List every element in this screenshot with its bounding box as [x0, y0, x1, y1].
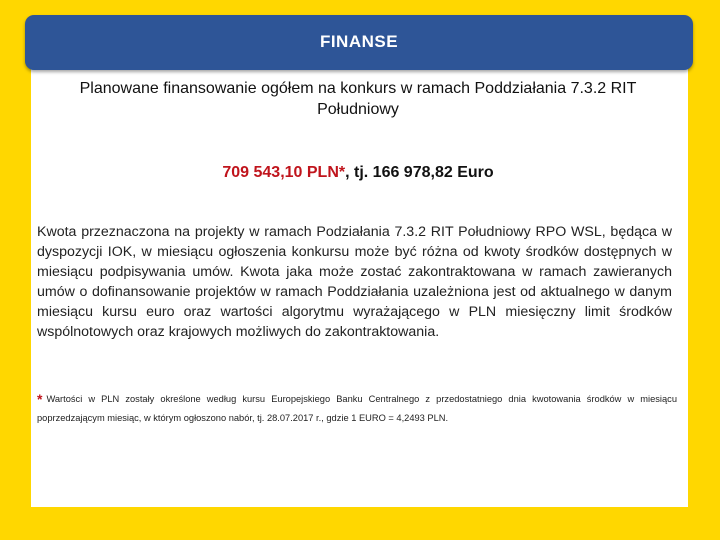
body-paragraph: Kwota przeznaczona na projekty w ramach Podziałania 7.3.2 RIT Południowy RPO WSL, będąca w dyspozycji IOK, w miesiącu ogłoszenia konkursu może być różna od kwoty środków dostępnych w miesiącu podpisywania umów. Kwota jaka może zostać zakontraktowana w ramach zawieranych umów o dofinansowanie projektów w ramach Poddziałania uzależniona jest od aktualnego w danym miesiącu kursu euro oraz wartości algorytmu wyrażającego w PLN miesięczny limit środków wspólnotowych oraz krajowych możliwych do zakontraktowania.	[37, 224, 672, 340]
title-bar	[25, 15, 693, 70]
funding-amount	[38, 164, 678, 182]
footnote-marker: *	[37, 391, 43, 407]
footnote	[37, 390, 677, 428]
footnote-text: Wartości w PLN zostały określone według kursu Europejskiego Banku Centralnego z przedostatniego dnia kwotowania środków w miesiącu poprzedzającym miesiąc, w którym ogłoszono nabór, tj. 28.07.2017 r., gdzie 1 EURO = 4,2493 PLN.	[37, 394, 677, 423]
amount-euro: , tj. 166 978,82 Euro	[345, 164, 494, 181]
amount-pln: 709 543,10 PLN*	[222, 164, 346, 181]
page-title: FINANSE	[319, 31, 399, 51]
subtitle: Planowane finansowanie ogółem na konkurs w ramach Poddziałania 7.3.2 RIT Południowy	[79, 80, 637, 118]
